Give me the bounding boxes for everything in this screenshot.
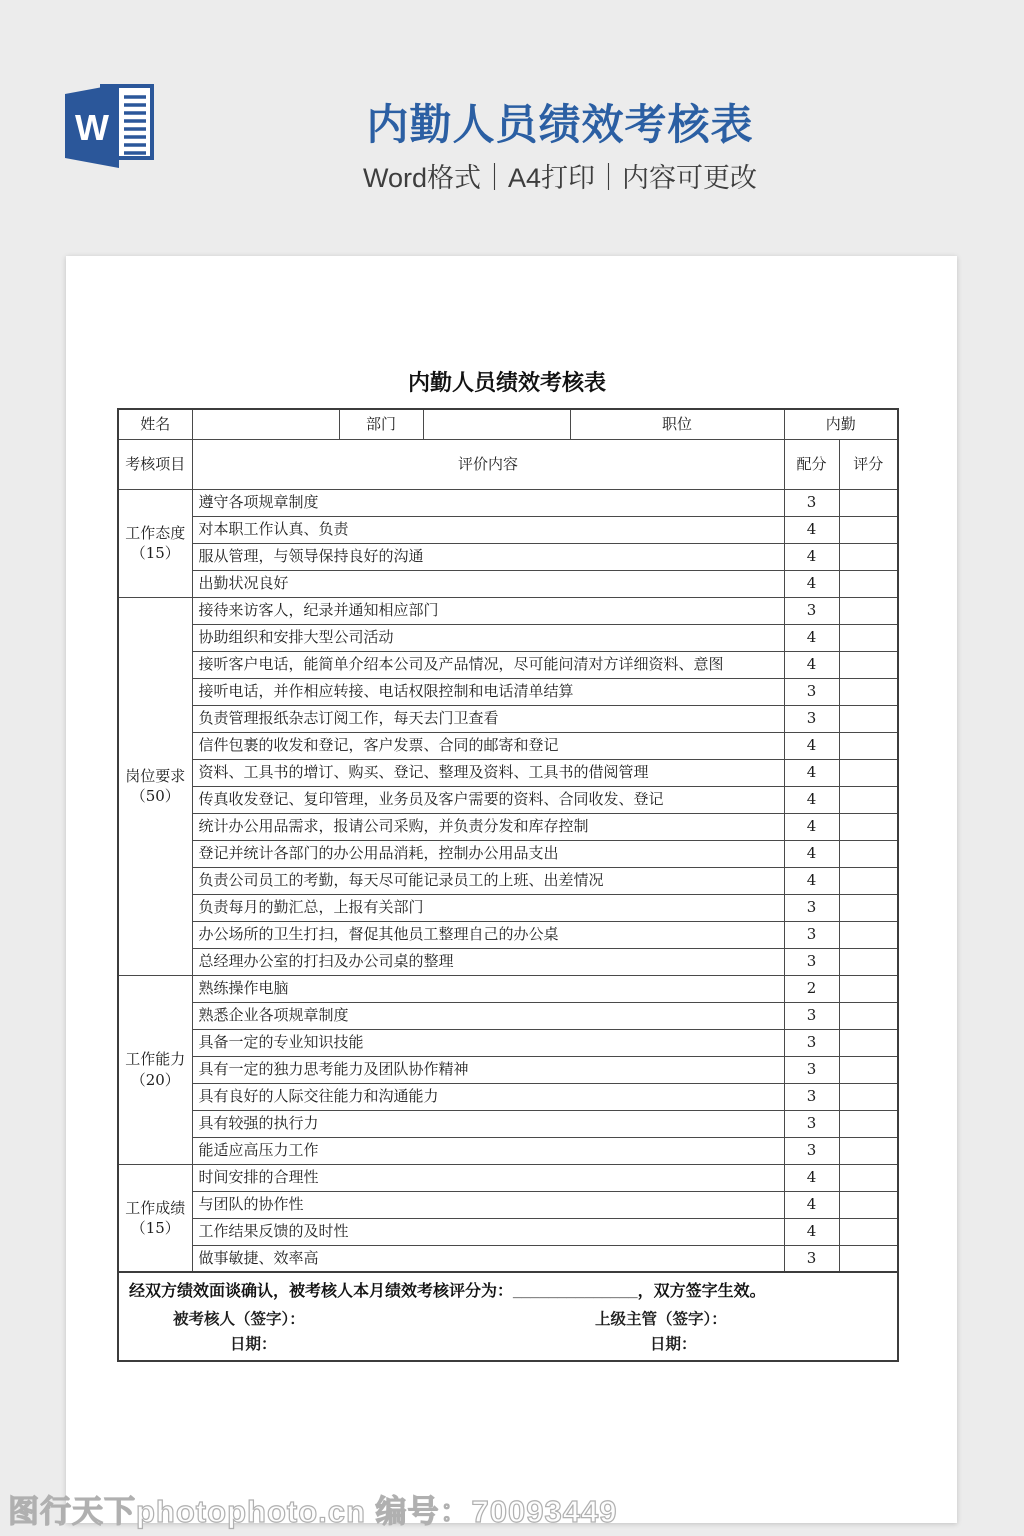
- item-text: 与团队的协作性: [192, 1191, 784, 1218]
- item-text: 信件包裹的收发和登记，客户发票、合同的邮寄和登记: [192, 732, 784, 759]
- weight-value: 4: [784, 651, 839, 678]
- table-row: [118, 1110, 898, 1137]
- score-input-cell[interactable]: [839, 759, 898, 786]
- table-row: [118, 840, 898, 867]
- item-text: 遵守各项规章制度: [192, 489, 784, 516]
- weight-value: 3: [784, 1110, 839, 1137]
- footer-row: [118, 1272, 898, 1361]
- weight-value: 4: [784, 840, 839, 867]
- column-header-score: 评分: [839, 439, 898, 489]
- item-text: 做事敏捷、效率高: [192, 1245, 784, 1272]
- table-row: [118, 894, 898, 921]
- item-text: 协助组织和安排大型公司活动: [192, 624, 784, 651]
- table-row: [118, 975, 898, 1002]
- table-row: [118, 651, 898, 678]
- position-label: 职位: [570, 409, 784, 439]
- word-logo-icon: [62, 83, 158, 169]
- score-input-cell[interactable]: [839, 1245, 898, 1272]
- weight-value: 3: [784, 705, 839, 732]
- score-input-cell[interactable]: [839, 1218, 898, 1245]
- score-input-cell[interactable]: [839, 1029, 898, 1056]
- table-row: [118, 1083, 898, 1110]
- weight-value: 3: [784, 1029, 839, 1056]
- table-row: [118, 543, 898, 570]
- item-text: 服从管理，与领导保持良好的沟通: [192, 543, 784, 570]
- item-text: 负责每月的勤汇总，上报有关部门: [192, 894, 784, 921]
- category-cell: 工作能力（20）: [118, 975, 192, 1164]
- table-row: [118, 1002, 898, 1029]
- item-text: 具备一定的专业知识技能: [192, 1029, 784, 1056]
- score-input-cell[interactable]: [839, 975, 898, 1002]
- weight-value: 3: [784, 1083, 839, 1110]
- table-row: [118, 1164, 898, 1191]
- item-text: 统计办公用品需求，报请公司采购，并负责分发和库存控制: [192, 813, 784, 840]
- column-header-row: [118, 439, 898, 489]
- score-input-cell[interactable]: [839, 1110, 898, 1137]
- weight-value: 4: [784, 732, 839, 759]
- info-row: [118, 409, 898, 439]
- item-text: 总经理办公室的打扫及办公司桌的整理: [192, 948, 784, 975]
- supervisor-sign-label[interactable]: 上级主管（签字）：: [595, 1310, 727, 1328]
- name-value-cell[interactable]: [192, 409, 339, 439]
- score-input-cell[interactable]: [839, 1191, 898, 1218]
- category-cell: 岗位要求（50）: [118, 597, 192, 975]
- score-input-cell[interactable]: [839, 705, 898, 732]
- score-input-cell[interactable]: [839, 921, 898, 948]
- item-text: 负责公司员工的考勤，每天尽可能记录员工的上班、出差情况: [192, 867, 784, 894]
- score-input-cell[interactable]: [839, 651, 898, 678]
- item-text: 资料、工具书的增订、购买、登记、整理及资料、工具书的借阅管理: [192, 759, 784, 786]
- column-header-weight: 配分: [784, 439, 839, 489]
- word-logo-letter: W: [75, 107, 109, 148]
- table-row: [118, 678, 898, 705]
- item-text: 办公场所的卫生打扫，督促其他员工整理自己的办公桌: [192, 921, 784, 948]
- weight-value: 4: [784, 543, 839, 570]
- item-text: 具有一定的独力思考能力及团队协作精神: [192, 1056, 784, 1083]
- weight-value: 3: [784, 948, 839, 975]
- table-row: [118, 813, 898, 840]
- weight-value: 4: [784, 867, 839, 894]
- table-row: [118, 921, 898, 948]
- item-text: 熟悉企业各项规章制度: [192, 1002, 784, 1029]
- signature-line: [125, 1305, 891, 1332]
- table-row: [118, 570, 898, 597]
- table-row: [118, 732, 898, 759]
- table-row: [118, 597, 898, 624]
- item-text: 工作结果反馈的及时性: [192, 1218, 784, 1245]
- weight-value: 3: [784, 1137, 839, 1164]
- examinee-sign-label[interactable]: 被考核人（签字）：: [173, 1310, 305, 1328]
- table-row: [118, 1245, 898, 1272]
- weight-value: 4: [784, 813, 839, 840]
- table-row: [118, 867, 898, 894]
- weight-value: 4: [784, 786, 839, 813]
- weight-value: 4: [784, 759, 839, 786]
- table-row: [118, 1029, 898, 1056]
- table-row: [118, 705, 898, 732]
- item-text: 出勤状况良好: [192, 570, 784, 597]
- score-input-cell[interactable]: [839, 678, 898, 705]
- score-input-cell[interactable]: [839, 786, 898, 813]
- banner-subtitle: Word格式｜A4打印｜内容可更改: [362, 163, 758, 193]
- position-value: 内勤: [784, 409, 898, 439]
- column-header-content: 评价内容: [192, 439, 784, 489]
- score-input-cell[interactable]: [839, 516, 898, 543]
- column-header-category: 考核项目: [118, 439, 192, 489]
- weight-value: 3: [784, 597, 839, 624]
- weight-value: 3: [784, 489, 839, 516]
- item-text: 具有良好的人际交往能力和沟通能力: [192, 1083, 784, 1110]
- table-row: [118, 759, 898, 786]
- table-row: [118, 624, 898, 651]
- table-row: [118, 948, 898, 975]
- weight-value: 4: [784, 570, 839, 597]
- score-input-cell[interactable]: [839, 1137, 898, 1164]
- weight-value: 3: [784, 678, 839, 705]
- item-text: 能适应高压力工作: [192, 1137, 784, 1164]
- table-row: [118, 516, 898, 543]
- weight-value: 3: [784, 1245, 839, 1272]
- confirm-statement: 经双方绩效面谈确认，被考核人本月绩效考核评分为：______________，双方签字生效。: [129, 1283, 766, 1300]
- score-input-cell[interactable]: [839, 624, 898, 651]
- name-label: 姓名: [118, 409, 192, 439]
- score-input-cell[interactable]: [839, 732, 898, 759]
- weight-value: 3: [784, 894, 839, 921]
- weight-value: 4: [784, 1218, 839, 1245]
- weight-value: 4: [784, 516, 839, 543]
- document-page: [66, 256, 957, 1523]
- item-text: 传真收发登记、复印管理，业务员及客户需要的资料、合同收发、登记: [192, 786, 784, 813]
- item-text: 具有较强的执行力: [192, 1110, 784, 1137]
- weight-value: 2: [784, 975, 839, 1002]
- table-row: [118, 786, 898, 813]
- table-row: [118, 489, 898, 516]
- weight-value: 4: [784, 624, 839, 651]
- item-text: 登记并统计各部门的办公用品消耗，控制办公用品支出: [192, 840, 784, 867]
- item-text: 熟练操作电脑: [192, 975, 784, 1002]
- weight-value: 4: [784, 1191, 839, 1218]
- score-input-cell[interactable]: [839, 1002, 898, 1029]
- score-input-cell[interactable]: [839, 867, 898, 894]
- item-text: 负责管理报纸杂志订阅工作，每天去门卫查看: [192, 705, 784, 732]
- site-watermark: 图行天下photophoto.cn 编号：70093449: [8, 1494, 618, 1529]
- table-row: [118, 1218, 898, 1245]
- weight-value: 3: [784, 921, 839, 948]
- score-input-cell[interactable]: [839, 597, 898, 624]
- category-cell: 工作态度（15）: [118, 489, 192, 597]
- score-input-cell[interactable]: [839, 570, 898, 597]
- item-text: 对本职工作认真、负责: [192, 516, 784, 543]
- item-text: 接听电话，并作相应转接、电话权限控制和电话清单结算: [192, 678, 784, 705]
- appraisal-table: [117, 408, 899, 1362]
- date-label-left[interactable]: 日期：: [230, 1335, 277, 1353]
- score-input-cell[interactable]: [839, 813, 898, 840]
- weight-value: 3: [784, 1002, 839, 1029]
- weight-value: 4: [784, 1164, 839, 1191]
- score-input-cell[interactable]: [839, 948, 898, 975]
- score-input-cell[interactable]: [839, 1056, 898, 1083]
- dept-label: 部门: [339, 409, 423, 439]
- table-row: [118, 1056, 898, 1083]
- item-text: 接待来访客人，纪录并通知相应部门: [192, 597, 784, 624]
- banner-title: 内勤人员绩效考核表: [366, 101, 754, 148]
- date-line: [125, 1332, 891, 1358]
- table-row: [118, 1137, 898, 1164]
- score-input-cell[interactable]: [839, 840, 898, 867]
- date-label-right[interactable]: 日期：: [650, 1335, 697, 1353]
- weight-value: 3: [784, 1056, 839, 1083]
- score-input-cell[interactable]: [839, 489, 898, 516]
- item-text: 时间安排的合理性: [192, 1164, 784, 1191]
- item-text: 接听客户电话，能简单介绍本公司及产品情况，尽可能问清对方详细资料、意图: [192, 651, 784, 678]
- score-input-cell[interactable]: [839, 1164, 898, 1191]
- score-input-cell[interactable]: [839, 543, 898, 570]
- document-title: 内勤人员绩效考核表: [407, 370, 606, 396]
- score-input-cell[interactable]: [839, 1083, 898, 1110]
- table-row: [118, 1191, 898, 1218]
- dept-value-cell[interactable]: [423, 409, 570, 439]
- top-banner: [0, 0, 1024, 256]
- category-cell: 工作成绩（15）: [118, 1164, 192, 1272]
- score-input-cell[interactable]: [839, 894, 898, 921]
